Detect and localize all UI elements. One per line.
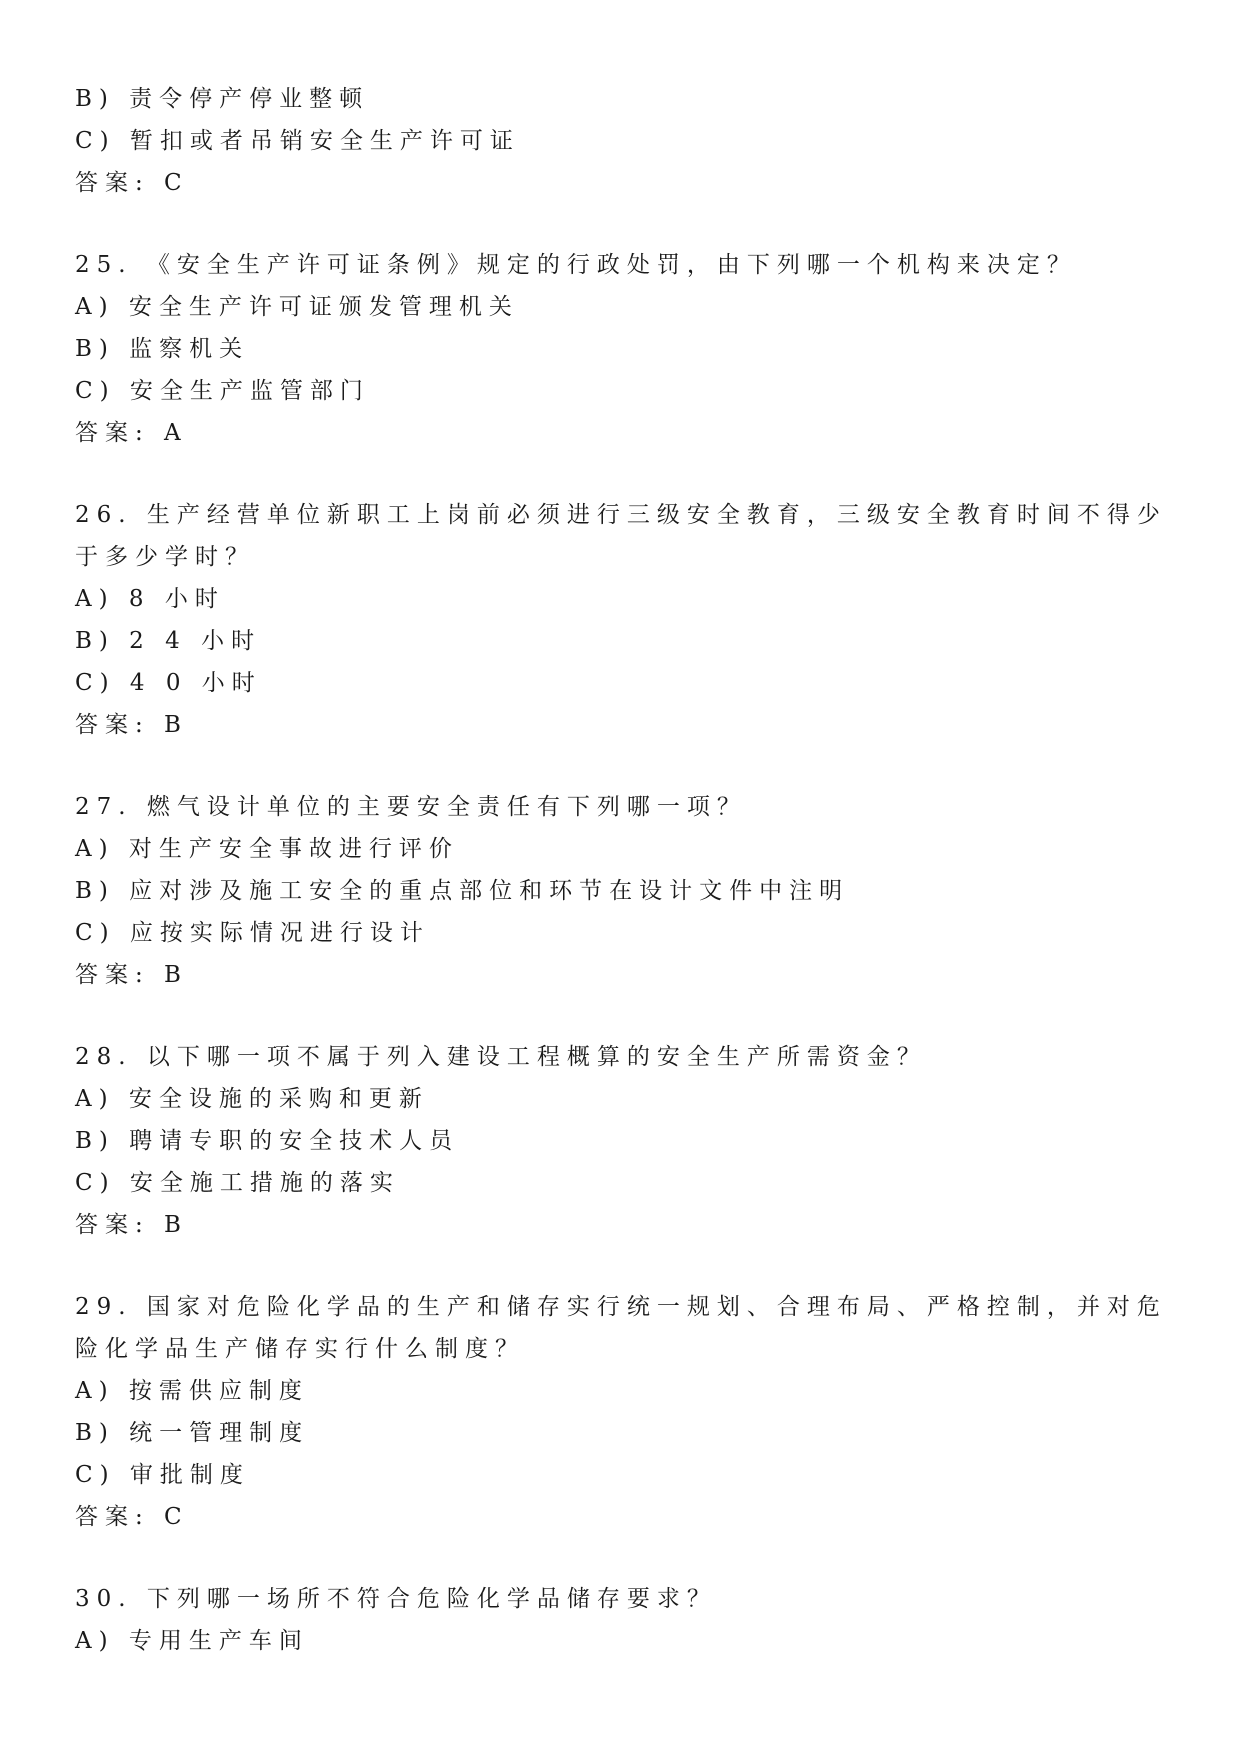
question-text: 26. 生产经营单位新职工上岗前必须进行三级安全教育，三级安全教育时间不得少于多少学时？ — [75, 502, 1167, 570]
option-a: A) 安全设施的采购和更新 — [75, 1086, 429, 1112]
option-b: B) 应对涉及施工安全的重点部位和环节在设计文件中注明 — [75, 878, 850, 904]
question-text: 30. 下列哪一场所不符合危险化学品储存要求？ — [75, 1586, 717, 1612]
option-b: B) 聘请专职的安全技术人员 — [75, 1128, 460, 1154]
option-b: B) 2 4 小时 — [75, 628, 262, 654]
answer: 答案: B — [75, 712, 188, 738]
question-block-25 — [75, 244, 1175, 454]
answer: 答案: A — [75, 420, 188, 446]
question-block-27 — [75, 786, 1175, 996]
option-a: A) 8 小时 — [75, 586, 225, 612]
option-c: C) 审批制度 — [75, 1462, 250, 1488]
option-c: C) 4 0 小时 — [75, 670, 262, 696]
option-c: C) 安全施工措施的落实 — [75, 1170, 400, 1196]
answer: 答案: B — [75, 1212, 188, 1238]
option-a: A) 安全生产许可证颁发管理机关 — [75, 294, 519, 320]
option-b: B) 责令停产停业整顿 — [75, 86, 370, 112]
answer: 答案: C — [75, 1504, 189, 1530]
question-text: 28. 以下哪一项不属于列入建设工程概算的安全生产所需资金？ — [75, 1044, 927, 1070]
question-text: 27. 燃气设计单位的主要安全责任有下列哪一项？ — [75, 794, 747, 820]
option-a: A) 专用生产车间 — [75, 1628, 309, 1654]
option-a: A) 按需供应制度 — [75, 1378, 309, 1404]
question-block-24-continued — [75, 78, 1175, 204]
question-block-30 — [75, 1578, 1175, 1662]
option-c: C) 应按实际情况进行设计 — [75, 920, 430, 946]
question-text: 29. 国家对危险化学品的生产和储存实行统一规划、合理布局、严格控制，并对危险化学品生产储存实行什么制度？ — [75, 1294, 1167, 1362]
question-text: 25. 《安全生产许可证条例》规定的行政处罚，由下列哪一个机构来决定？ — [75, 252, 1077, 278]
option-c: C) 安全生产监管部门 — [75, 378, 370, 404]
option-c: C) 暂扣或者吊销安全生产许可证 — [75, 128, 520, 154]
answer: 答案: B — [75, 962, 188, 988]
option-a: A) 对生产安全事故进行评价 — [75, 836, 459, 862]
option-b: B) 统一管理制度 — [75, 1420, 310, 1446]
option-b: B) 监察机关 — [75, 336, 250, 362]
document-page — [75, 78, 1175, 1702]
question-block-28 — [75, 1036, 1175, 1246]
answer: 答案: C — [75, 170, 189, 196]
question-block-26 — [75, 494, 1175, 746]
question-block-29 — [75, 1286, 1175, 1538]
